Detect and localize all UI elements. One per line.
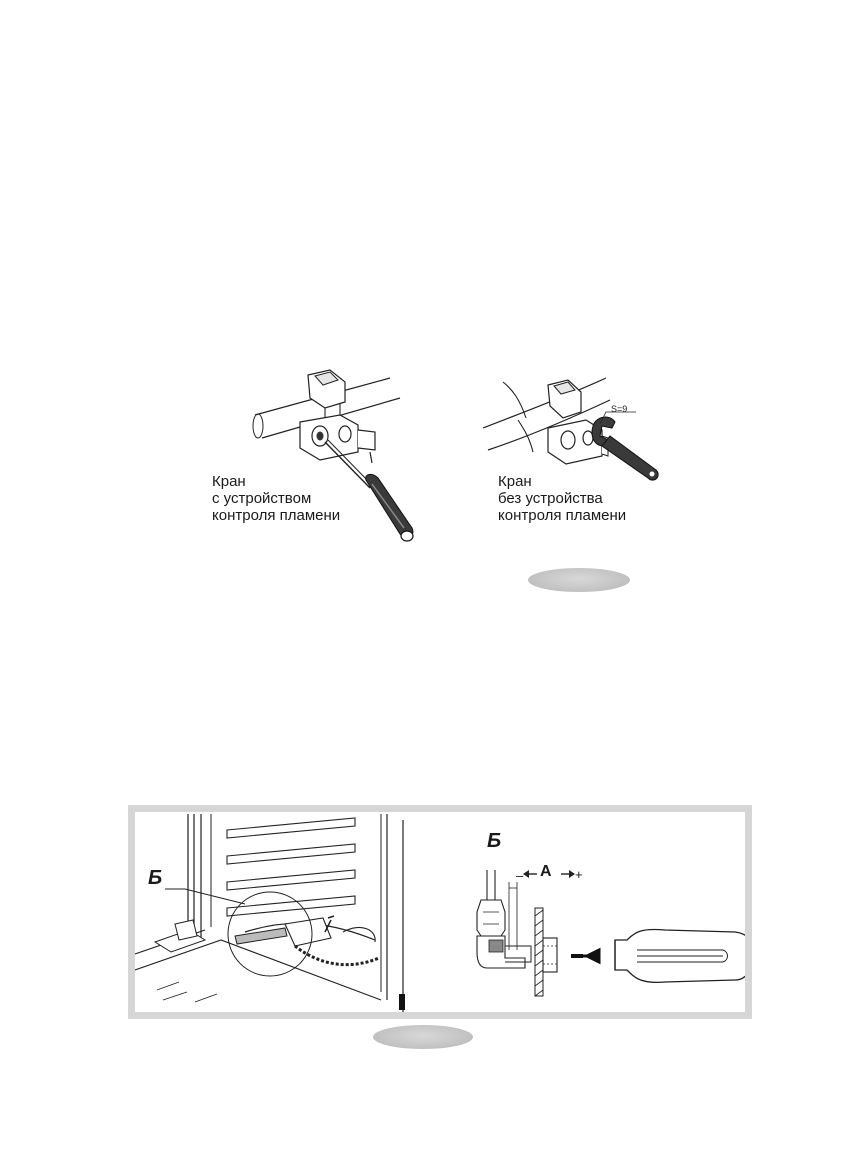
- right-caption-line-3: контроля пламени: [498, 507, 627, 524]
- dimension-minus-sign: –: [516, 868, 524, 883]
- right-tap-caption: [498, 473, 626, 524]
- detail-label-left: Б: [148, 867, 163, 889]
- tap-without-flame-control-illustration: [478, 360, 678, 490]
- right-caption-line-1: Кран: [498, 473, 532, 490]
- oven-detail-figure-frame: [128, 805, 752, 1019]
- right-caption-line-2: без устройства: [498, 490, 603, 507]
- oven-interior-illustration: [135, 812, 425, 1012]
- dimension-plus-sign: +: [575, 867, 583, 882]
- wrench-size-label: S=9: [611, 404, 628, 414]
- figure-number-badge-bottom: [373, 1025, 473, 1049]
- detail-label-right: Б: [487, 830, 502, 852]
- dimension-label-a: A: [540, 863, 552, 880]
- bypass-screw-adjustment-detail: [465, 860, 745, 1010]
- oven-detail-figure-panel: [135, 812, 745, 1012]
- left-tap-caption: [212, 473, 340, 524]
- left-caption-line-2: с устройством: [212, 490, 312, 507]
- figure-number-badge-top: [528, 568, 630, 592]
- left-caption-line-1: Кран: [212, 473, 246, 490]
- left-caption-line-3: контроля пламени: [212, 507, 341, 524]
